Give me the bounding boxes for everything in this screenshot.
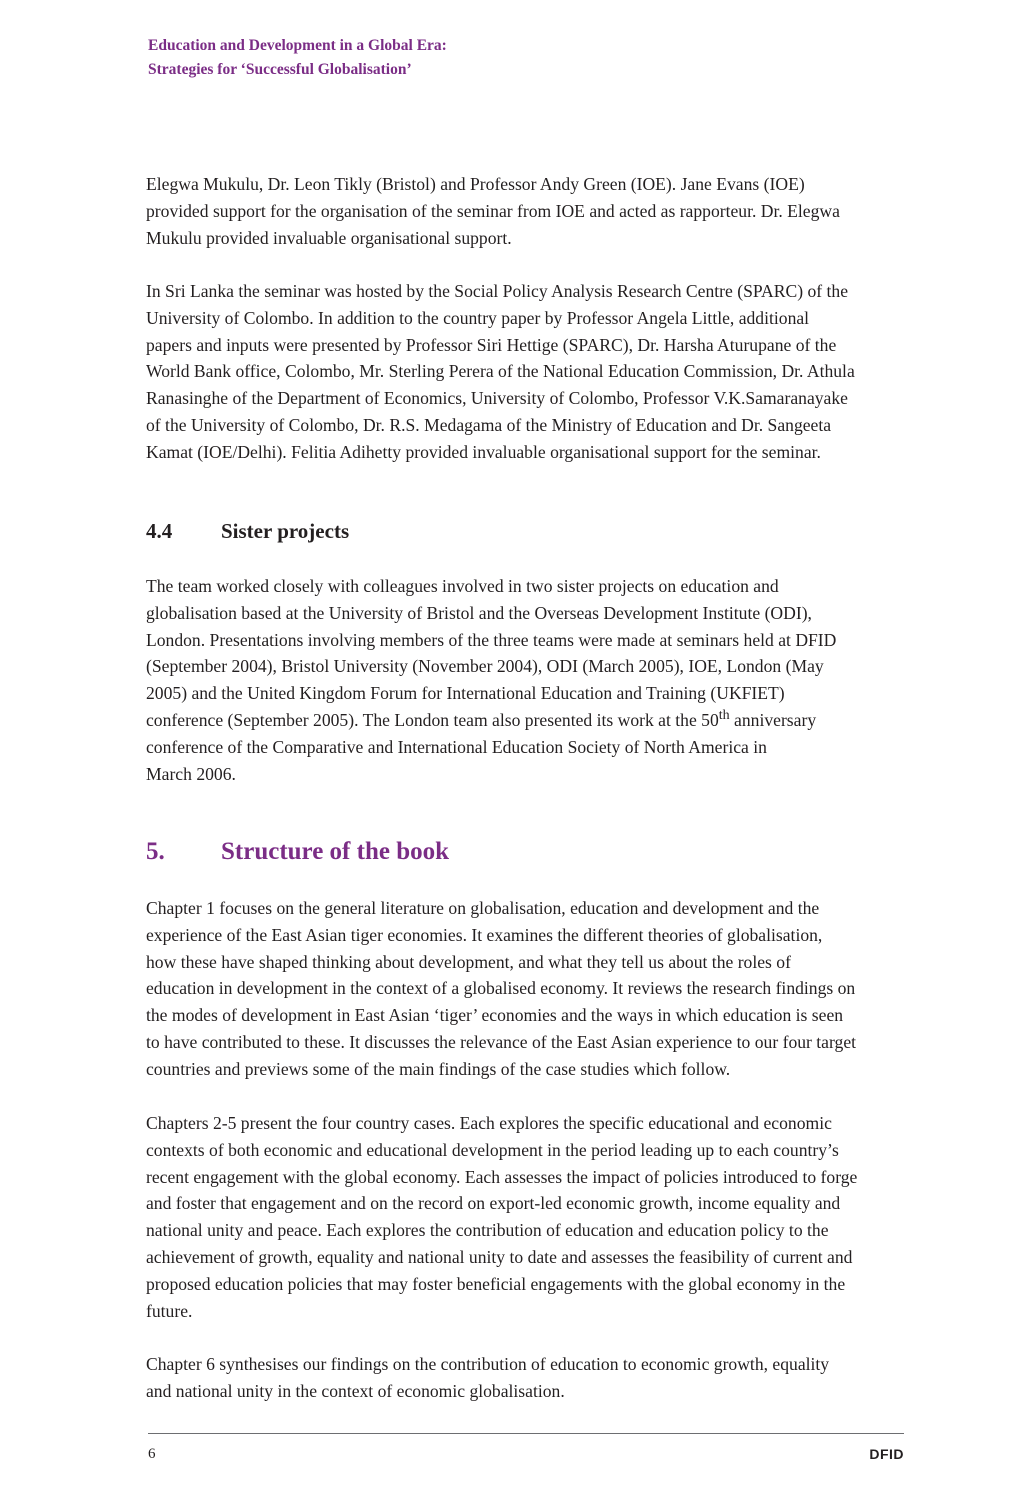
paragraph-sri-lanka-seminar	[146, 278, 936, 466]
text-line: provided support for the organisation of the seminar from IOE and acted as rapporteur. Dr. Elegwa	[146, 200, 840, 221]
footer-brand: DFID	[869, 1446, 904, 1462]
text-line: World Bank office, Colombo, Mr. Sterling Perera of the National Education Commission, Dr. Athula	[146, 361, 855, 382]
text-segment: conference (September 2005). The London team also presented its work at the 50	[146, 709, 719, 730]
text-line: Kamat (IOE/Delhi). Felitia Adihetty provided invaluable organisational support for the seminar.	[146, 441, 821, 462]
section-heading-structure	[146, 836, 449, 868]
text-line: 2005) and the United Kingdom Forum for International Education and Training (UKFIET)	[146, 683, 785, 704]
text-line: March 2006.	[146, 763, 236, 784]
text-line: globalisation based at the University of Bristol and the Overseas Development Institute (ODI),	[146, 602, 812, 623]
running-header	[148, 34, 447, 82]
section-title: Sister projects	[221, 519, 350, 543]
paragraph-sister-projects	[146, 573, 936, 787]
text-line: contexts of both economic and educational development in the period leading up to each country’s	[146, 1139, 839, 1160]
text-line: Chapter 6 synthesises our findings on the contribution of education to economic growth, equality	[146, 1354, 830, 1374]
text-line: The team worked closely with colleagues involved in two sister projects on education and	[146, 576, 779, 596]
text-line: papers and inputs were presented by Professor Siri Hettige (SPARC), Dr. Harsha Aturupane of the	[146, 334, 837, 355]
ordinal-superscript: th	[718, 707, 730, 723]
section-number: 4.4	[146, 519, 173, 543]
text-line: Elegwa Mukulu, Dr. Leon Tikly (Bristol) and Professor Andy Green (IOE). Jane Evans (IOE)	[146, 174, 805, 194]
text-line: countries and previews some of the main findings of the case studies which follow.	[146, 1058, 731, 1079]
paragraph-seminar-support	[146, 171, 936, 251]
text-line-with-superscript	[146, 707, 936, 734]
text-line: the modes of development in East Asian ‘tiger’ economies and the ways in which education is seen	[146, 1005, 844, 1026]
text-line: Mukulu provided invaluable organisational support.	[146, 227, 512, 248]
text-segment: anniversary	[729, 709, 817, 730]
text-line: experience of the East Asian tiger economies. It examines the different theories of globalisation,	[146, 924, 823, 945]
section-heading-sister-projects	[146, 517, 349, 545]
text-line: to have contributed to these. It discusses the relevance of the East Asian experience to our four target	[146, 1031, 857, 1052]
text-line: how these have shaped thinking about development, and what they tell us about the roles of	[146, 951, 791, 972]
text-line: London. Presentations involving members of the three teams were made at seminars held at DFID	[146, 629, 837, 650]
section-title: Structure of the book	[221, 838, 450, 865]
text-line: achievement of growth, equality and national unity to date and assesses the feasibility of current and	[146, 1246, 853, 1267]
text-line: proposed education policies that may foster beneficial engagements with the global economy in the	[146, 1273, 846, 1294]
text-line: of the University of Colombo, Dr. R.S. Medagama of the Ministry of Education and Dr. Sangeeta	[146, 414, 832, 435]
text-line: Chapters 2-5 present the four country cases. Each explores the specific educational and economic	[146, 1113, 832, 1133]
text-line: and national unity in the context of economic globalisation.	[146, 1380, 565, 1401]
text-line: education in development in the context of a globalised economy. It reviews the research findings on	[146, 978, 856, 999]
page-number: 6	[148, 1446, 156, 1462]
paragraph-chapter-1	[146, 895, 936, 1083]
running-header-subtitle: Strategies for ‘Successful Globalisation’	[148, 61, 412, 78]
text-line: national unity and peace. Each explores the contribution of education and education policy to the	[146, 1220, 829, 1241]
text-line: Ranasinghe of the Department of Economics, University of Colombo, Professor V.K.Samaranayake	[146, 388, 848, 409]
text-line: recent engagement with the global economy. Each assesses the impact of policies introduced to forge	[146, 1166, 858, 1187]
text-line: conference of the Comparative and International Education Society of North America in	[146, 736, 767, 757]
text-line: In Sri Lanka the seminar was hosted by the Social Policy Analysis Research Centre (SPARC) of the	[146, 281, 849, 301]
running-header-title: Education and Development in a Global Era:	[148, 37, 447, 54]
section-number: 5.	[146, 838, 165, 865]
paragraph-chapters-2-5	[146, 1110, 936, 1324]
paragraph-chapter-6	[146, 1351, 936, 1405]
text-line: Chapter 1 focuses on the general literature on globalisation, education and development and the	[146, 898, 820, 918]
text-line: University of Colombo. In addition to the country paper by Professor Angela Little, additional	[146, 307, 810, 328]
text-line: and foster that engagement and on the record on export-led economic growth, income equality and	[146, 1193, 841, 1214]
text-line: (September 2004), Bristol University (November 2004), ODI (March 2005), IOE, London (May	[146, 656, 824, 677]
footer-divider	[148, 1433, 904, 1434]
text-line: future.	[146, 1300, 193, 1321]
